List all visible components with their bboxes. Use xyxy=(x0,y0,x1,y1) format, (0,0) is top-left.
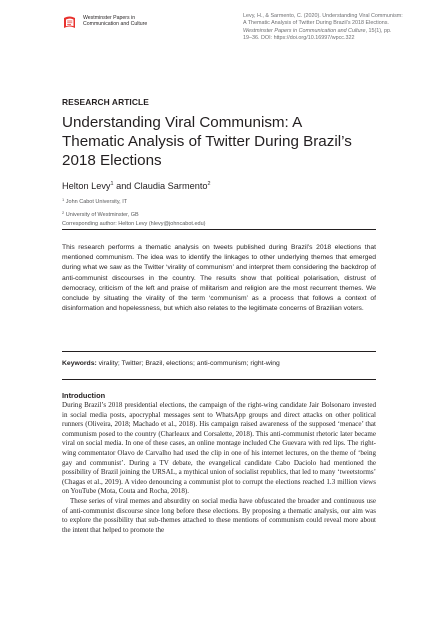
affiliation-2-text: University of Westminster, GB xyxy=(64,211,139,218)
author-1-mark: 1 xyxy=(110,181,114,187)
affiliations xyxy=(62,195,362,230)
citation-doi[interactable]: 19–36. DOI: https://doi.org/10.16997/wpcc.322 xyxy=(243,35,355,42)
title-line1: Understanding Viral Communism: A xyxy=(62,114,303,131)
introduction-body xyxy=(62,401,376,535)
affiliation-1-mark: 1 xyxy=(62,197,65,202)
author-joiner: and xyxy=(113,181,134,191)
citation-volume: , 15(1), pp. xyxy=(365,27,392,34)
citation-line3 xyxy=(243,28,413,35)
citation-journal: Westminster Papers in Communication and Culture xyxy=(243,27,366,34)
affiliation-1 xyxy=(62,195,362,208)
wpcc-logo-icon xyxy=(62,15,78,31)
author-2-mark: 2 xyxy=(207,181,211,187)
abstract-top-rule xyxy=(62,229,376,230)
affiliation-2-mark: 2 xyxy=(62,209,65,215)
article-type: RESEARCH ARTICLE xyxy=(62,97,149,107)
abstract-bottom-rule xyxy=(62,351,376,352)
citation xyxy=(243,13,413,43)
journal-name-line2: Communication and Culture xyxy=(83,21,148,28)
affiliation-1-text: John Cabot University, IT xyxy=(64,199,128,205)
corresponding-author: Corresponding author: Helton Levy (hlevy@johncabot.edu) xyxy=(62,221,206,228)
title-line3: 2018 Elections xyxy=(62,151,162,169)
intro-paragraph-1: During Brazil’s 2018 presidential elections, the campaign of the right-wing candidate Jair Bolsonaro invested in social media posts, apocryphal messages sent to WhatsApp groups and direct attacks on other political runners (Oliveira, 2018; Machado et al., 2018). His campaign raised awareness of the supposed ‘menace’ that communism posed to the country (Charleaux and Corsalette, 2018). This anti-communist rhetoric later became viral on social media. In one of these cases, an online montage included Che Guevara with red lips. The right-wing commentator Olavo de Carvalho had used the clip in one of his internet lectures, on the theme of ‘being gay and communist’. During a TV debate, the evangelical candidate Cabo Daciolo had mentioned the possibility of Brazil joining the URSAL, a mythical union of socialist republics, that led to many ‘tweetstorms’ (Chagas et al., 2019). A video denouncing a communist plot to corrupt the elections reached 1.3 million views on YouTube (Mota, Couta and Rocha, 2018). xyxy=(62,401,376,496)
section-heading-introduction: Introduction xyxy=(62,391,106,400)
keywords-label: Keywords: xyxy=(62,360,97,367)
affiliation-2 xyxy=(62,208,362,221)
keywords-bottom-rule xyxy=(62,379,376,380)
author-1: Helton Levy xyxy=(62,181,111,191)
journal-logo xyxy=(62,15,173,31)
intro-paragraph-2: These series of viral memes and absurdity on social media have obfuscated the broader and continuous use of anti-communist discourse since long before these elections. By proposing a thematic analysis, our aim was to explore the possibility that sub-themes attached to these mentions of communism could reveal more about the intent that helped to promote the xyxy=(62,496,376,534)
keywords xyxy=(62,360,376,367)
authors xyxy=(62,181,211,191)
citation-line1: Levy, H., & Sarmento, C. (2020). Understanding Viral Communism: xyxy=(243,13,403,19)
journal-name xyxy=(83,15,173,28)
title-line2: Thematic Analysis of Twitter During Brazil’s xyxy=(62,132,352,150)
keywords-text: virality; Twitter; Brazil, elections; anti-communism; right-wing xyxy=(96,360,280,367)
citation-line2: A Thematic Analysis of Twitter During Brazil’s 2018 Elections. xyxy=(243,20,389,27)
abstract: This research performs a thematic analysis on tweets published during Brazil’s 2018 elections that mentioned communism. The idea was to identify the linkages to other underlying themes that emerged during what we saw as the Twitter ‘virality of communism’ and interpret them considering the backdrop of anti-communist discourses in the country. The results show that political polarisation, distrust of democracy, criticism of the left and praise of militarism and religion are the most recurrent themes. We conclude by situating the virality of the term ‘communism’ as a process that follows a context of disinformation and hopelessness, but which also relates to the legitimate concerns of Brazilian voters. xyxy=(62,244,376,313)
journal-name-line1: Westminster Papers in xyxy=(83,15,136,21)
article-title xyxy=(62,114,392,170)
author-2: Claudia Sarmento xyxy=(133,181,208,191)
